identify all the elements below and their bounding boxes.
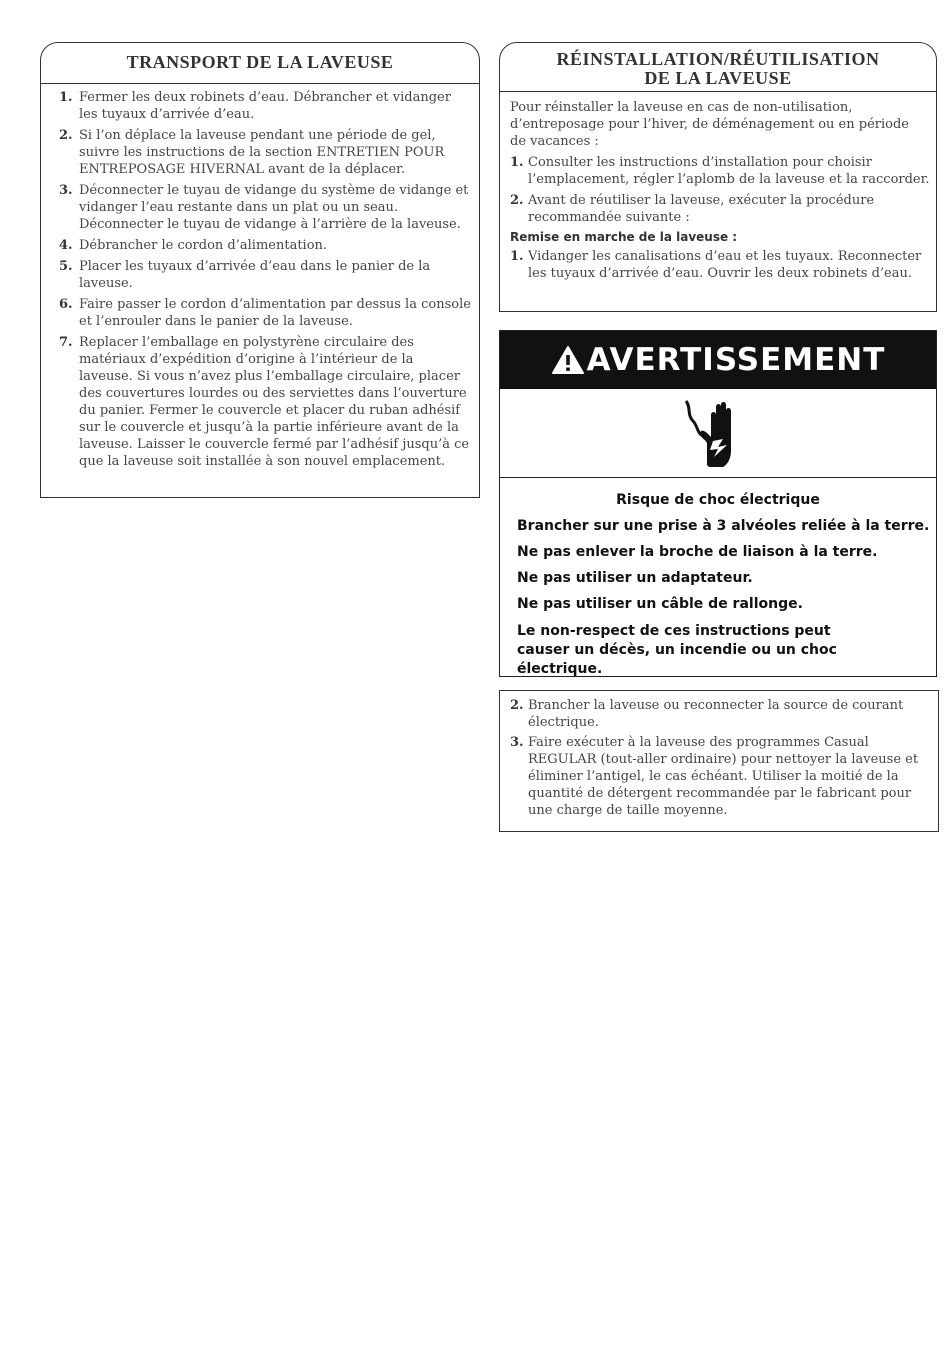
restart-continued-steps [500, 691, 938, 819]
step-text: Débrancher le cordon d’alimentation. [79, 238, 328, 253]
step-number: 2. [59, 128, 73, 143]
step-text: Faire passer le cordon d’alimentation par dessus la console et l’enrouler dans le panier de la laveuse. [79, 297, 471, 329]
warning-triangle-icon [551, 345, 585, 375]
step-text: Vidanger les canalisations d’eau et les tuyaux. Reconnecter les tuyaux d’arrivée d’eau. Ouvrir les deux robinets d’eau. [528, 249, 922, 281]
step-number: 1. [510, 249, 524, 264]
step-number: 5. [59, 259, 73, 274]
step-number: 3. [59, 183, 73, 198]
reinstallation-panel [499, 42, 937, 312]
reinstallation-title-line2: DE LA LAVEUSE [644, 68, 792, 88]
step-number: 1. [510, 155, 524, 170]
warning-line: Ne pas enlever la broche de liaison à la terre. [517, 544, 878, 560]
reinstallation-title-line1: RÉINSTALLATION/RÉUTILISATION [556, 49, 880, 69]
step-number: 2. [510, 698, 524, 713]
warning-heading: Risque de choc électrique [616, 492, 820, 508]
step-number: 6. [59, 297, 73, 312]
list-item [41, 296, 471, 330]
warning-line: Brancher sur une prise à 3 alvéoles reliée à la terre. [517, 518, 930, 534]
warning-header [500, 331, 936, 389]
restart-subheading: Remise en marche de la laveuse : [510, 230, 738, 244]
list-item [41, 182, 471, 233]
list-item [41, 127, 471, 178]
warning-consequence: Le non-respect de ces instructions peut causer un décès, un incendie ou un choc électrique. [517, 623, 837, 677]
restart-continued-panel [499, 690, 939, 832]
warning-line: Ne pas utiliser un adaptateur. [517, 570, 753, 586]
step-text: Replacer l’emballage en polystyrène circulaire des matériaux d’expédition d’origine à l’intérieur de la laveuse. Si vous n’avez plus l’emballage circulaire, placer des couvertures lourdes ou des serviettes dans l’ouverture du panier. Fermer le couvercle et placer du ruban adhésif sur le couvercle et jusqu’à la partie inférieure avant de la laveuse. Laisser le couvercle fermé par l’adhésif jusqu’à ce que la laveuse soit installée à son nouvel emplacement. [79, 335, 470, 469]
warning-box [499, 330, 937, 677]
transport-panel [40, 42, 480, 498]
step-number: 2. [510, 193, 524, 208]
list-item [41, 334, 471, 470]
list-item [500, 154, 936, 188]
restart-steps [500, 248, 936, 282]
electric-shock-hand-icon [683, 395, 745, 471]
step-text: Faire exécuter à la laveuse des programmes Casual REGULAR (tout-aller ordinaire) pour nettoyer la laveuse et éliminer l’antigel, le cas échéant. Utiliser la moitié de la quantité de détergent recommandée par le fabricant pour une charge de taille moyenne. [528, 735, 919, 818]
step-text: Consulter les instructions d’installation pour choisir l’emplacement, régler l’aplomb de la laveuse et la raccorder. [528, 155, 930, 187]
list-item [500, 734, 932, 819]
warning-line: Ne pas utiliser un câble de rallonge. [517, 596, 803, 612]
transport-steps [41, 84, 479, 470]
step-number: 1. [59, 90, 73, 105]
step-number: 4. [59, 238, 73, 253]
list-item [41, 237, 471, 254]
list-item [500, 697, 932, 731]
list-item [500, 248, 936, 282]
step-number: 3. [510, 735, 524, 750]
list-item [500, 192, 936, 226]
step-number: 7. [59, 335, 73, 350]
reinstallation-title [500, 43, 936, 92]
step-text: Avant de réutiliser la laveuse, exécuter la procédure recommandée suivante : [528, 193, 875, 225]
list-item [41, 258, 471, 292]
reinstallation-intro: Pour réinstaller la laveuse en cas de non-utilisation, d’entreposage pour l’hiver, de déménagement ou en période de vacances : [510, 100, 909, 149]
step-text: Fermer les deux robinets d’eau. Débrancher et vidanger les tuyaux d’arrivée d’eau. [79, 90, 451, 122]
step-text: Si l’on déplace la laveuse pendant une période de gel, suivre les instructions de la section ENTRETIEN POUR ENTREPOSAGE HIVERNAL avant de la déplacer. [79, 128, 445, 177]
list-item [41, 89, 471, 123]
step-text: Déconnecter le tuyau de vidange du système de vidange et vidanger l’eau restante dans un plat ou un seau. Déconnecter le tuyau de vidange à l’arrière de la laveuse. [79, 183, 469, 232]
warning-title: AVERTISSEMENT [586, 342, 886, 378]
reinstallation-steps [500, 154, 936, 226]
transport-title: TRANSPORT DE LA LAVEUSE [41, 43, 479, 84]
step-text: Brancher la laveuse ou reconnecter la source de courant électrique. [528, 698, 904, 730]
step-text: Placer les tuyaux d’arrivée d’eau dans le panier de la laveuse. [79, 259, 431, 291]
warning-text [500, 478, 936, 679]
